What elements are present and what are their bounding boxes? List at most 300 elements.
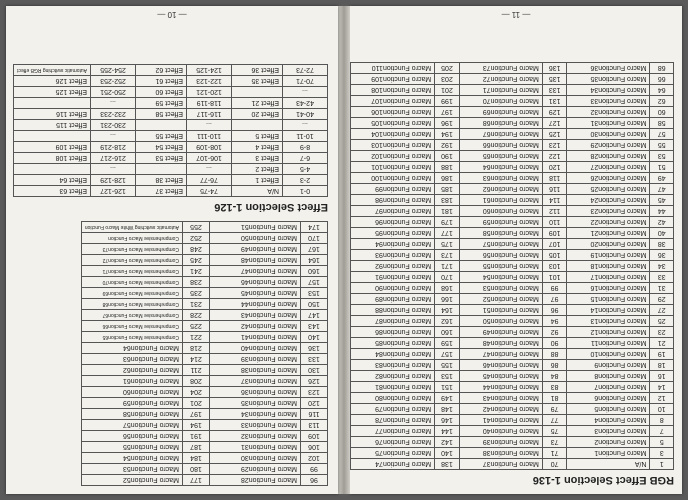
dmx-value-cell: 129 bbox=[542, 107, 567, 118]
table-row bbox=[351, 228, 674, 239]
dmx-value-cell: 192 bbox=[435, 140, 460, 151]
function-name-cell: Effect 35 bbox=[232, 76, 283, 87]
dmx-value-cell: 133 bbox=[301, 354, 328, 365]
dmx-value-cell: 88 bbox=[542, 349, 567, 360]
dmx-value-cell: 153 bbox=[435, 371, 460, 382]
dmx-value-cell: 84 bbox=[542, 371, 567, 382]
dmx-value-cell: 166 bbox=[435, 294, 460, 305]
dmx-value-cell: 133 bbox=[542, 85, 567, 96]
function-name-cell: Macro Function81 bbox=[351, 382, 435, 393]
function-name-cell: Macro Function29 bbox=[210, 464, 301, 475]
function-name-cell: Macro Function79 bbox=[351, 404, 435, 415]
function-name-cell: Macro Function93 bbox=[351, 250, 435, 261]
function-name-cell: Macro Function19 bbox=[567, 250, 650, 261]
function-name-cell: Comprehensive Macro Function73 bbox=[81, 244, 182, 255]
dmx-value-cell: 25 bbox=[650, 316, 674, 327]
dmx-value-cell: 140 bbox=[435, 448, 460, 459]
function-name-cell: Macro Function109 bbox=[351, 74, 435, 85]
function-name-cell: Macro Function24 bbox=[567, 195, 650, 206]
dmx-value-cell: 136 bbox=[542, 63, 567, 74]
function-name-cell: Comprehensive Macro Function67 bbox=[81, 310, 182, 321]
function-name-cell: Macro Function90 bbox=[351, 283, 435, 294]
dmx-value-cell: 148 bbox=[435, 404, 460, 415]
dmx-value-cell: 81 bbox=[542, 393, 567, 404]
function-name-cell: Macro Function92 bbox=[351, 261, 435, 272]
dmx-value-cell: 205 bbox=[435, 63, 460, 74]
dmx-value-cell: 126 bbox=[301, 376, 328, 387]
function-name-cell: Macro Function63 bbox=[459, 173, 542, 184]
dmx-value-cell: 40 bbox=[650, 228, 674, 239]
dmx-value-cell: 120-121 bbox=[187, 87, 232, 98]
function-name-cell: Macro Function13 bbox=[567, 316, 650, 327]
dmx-value-cell: 155 bbox=[435, 360, 460, 371]
function-name-cell: Macro Function52 bbox=[459, 294, 542, 305]
dmx-value-cell: 76-77 bbox=[187, 175, 232, 186]
dmx-value-cell: 44 bbox=[650, 206, 674, 217]
dmx-value-cell: 190 bbox=[435, 151, 460, 162]
function-name-cell: Macro Function49 bbox=[210, 244, 301, 255]
dmx-value-cell: 75 bbox=[542, 426, 567, 437]
dmx-value-cell: 130 bbox=[301, 365, 328, 376]
function-name-cell: Macro Function73 bbox=[459, 63, 542, 74]
function-name-cell: Effect 58 bbox=[136, 109, 187, 120]
table-row bbox=[81, 420, 327, 431]
function-name-cell: Automatic switching RGB effect bbox=[14, 65, 91, 76]
function-name-cell: Macro Function72 bbox=[459, 74, 542, 85]
function-name-cell: Macro Function88 bbox=[351, 305, 435, 316]
table-row bbox=[14, 120, 328, 131]
function-name-cell: Macro Function98 bbox=[351, 195, 435, 206]
function-name-cell: Macro Function10 bbox=[567, 349, 650, 360]
function-name-cell: Macro Function37 bbox=[459, 459, 542, 470]
dmx-value-cell: 201 bbox=[435, 85, 460, 96]
function-name-cell: Macro Function30 bbox=[210, 453, 301, 464]
function-name-cell: Macro Function11 bbox=[567, 338, 650, 349]
dmx-value-cell: 170 bbox=[435, 272, 460, 283]
dmx-value-cell: 5 bbox=[650, 437, 674, 448]
book-gutter bbox=[338, 6, 350, 494]
function-name-cell: Comprehensive Macro Function66 bbox=[81, 321, 182, 332]
function-name-cell: Comprehensive Macro Function65 bbox=[81, 332, 182, 343]
dmx-value-cell: 204 bbox=[183, 387, 210, 398]
dmx-value-cell: 228 bbox=[183, 310, 210, 321]
dmx-value-cell: 110-111 bbox=[187, 131, 232, 142]
function-name-cell: Macro Function78 bbox=[351, 415, 435, 426]
function-name-cell: Macro Function12 bbox=[567, 327, 650, 338]
function-name-cell: Macro Function87 bbox=[351, 316, 435, 327]
function-name-cell: Effect 53 bbox=[136, 153, 187, 164]
function-name-cell: Macro Function68 bbox=[459, 118, 542, 129]
function-name-cell: Macro Function43 bbox=[210, 310, 301, 321]
dmx-value-cell: 147 bbox=[301, 310, 328, 321]
dmx-value-cell: 109 bbox=[301, 431, 328, 442]
function-name-cell bbox=[14, 131, 91, 142]
table-row bbox=[351, 206, 674, 217]
dmx-value-cell: 197 bbox=[183, 409, 210, 420]
dmx-value-cell: 140 bbox=[301, 332, 328, 343]
dmx-value-cell: 51 bbox=[650, 162, 674, 173]
dmx-value-cell: 113 bbox=[301, 420, 328, 431]
dmx-value-cell: 118 bbox=[542, 173, 567, 184]
table-row bbox=[81, 266, 327, 277]
table-row bbox=[81, 409, 327, 420]
function-name-cell: N/A bbox=[232, 186, 283, 197]
dmx-value-cell: 101 bbox=[542, 272, 567, 283]
function-name-cell: Effect 21 bbox=[232, 98, 283, 109]
table-row bbox=[81, 387, 327, 398]
function-name-cell: Macro Function34 bbox=[567, 85, 650, 96]
dmx-value-cell: 180 bbox=[183, 464, 210, 475]
dmx-value-cell: 36 bbox=[650, 250, 674, 261]
function-name-cell: Macro Function55 bbox=[459, 261, 542, 272]
dmx-value-cell: 114 bbox=[542, 195, 567, 206]
dmx-value-cell: ... bbox=[187, 164, 232, 175]
table-row bbox=[351, 371, 674, 382]
function-name-cell: Macro Function8 bbox=[567, 371, 650, 382]
dmx-value-cell: 122 bbox=[542, 151, 567, 162]
function-name-cell: Effect 3 bbox=[232, 153, 283, 164]
function-name-cell bbox=[232, 120, 283, 131]
dmx-value-cell: 102 bbox=[301, 453, 328, 464]
dmx-value-cell: 136 bbox=[301, 343, 328, 354]
dmx-value-cell: 60 bbox=[650, 107, 674, 118]
function-name-cell: Macro Function36 bbox=[210, 387, 301, 398]
dmx-value-cell: 164 bbox=[435, 305, 460, 316]
function-name-cell: Automatic switching White Macro Function bbox=[81, 222, 182, 233]
table-row bbox=[351, 305, 674, 316]
dmx-value-cell: 70-71 bbox=[283, 76, 328, 87]
function-name-cell: Macro Function62 bbox=[81, 365, 182, 376]
dmx-value-cell: 196 bbox=[435, 118, 460, 129]
table-row bbox=[351, 327, 674, 338]
function-name-cell: Macro Function5 bbox=[567, 404, 650, 415]
table-row bbox=[81, 464, 327, 475]
dmx-value-cell: 116-117 bbox=[187, 109, 232, 120]
function-name-cell: Effect 54 bbox=[136, 142, 187, 153]
table-row bbox=[14, 186, 328, 197]
dmx-value-cell: 252 bbox=[183, 233, 210, 244]
effect-selection-title: Effect Selection 1-126 bbox=[214, 201, 328, 213]
function-name-cell: Effect 60 bbox=[136, 87, 187, 98]
dmx-value-cell: 49 bbox=[650, 173, 674, 184]
dmx-value-cell: 64 bbox=[650, 85, 674, 96]
function-name-cell: Macro Function38 bbox=[210, 365, 301, 376]
dmx-value-cell: 108-109 bbox=[187, 142, 232, 153]
function-name-cell: Macro Function62 bbox=[459, 184, 542, 195]
function-name-cell: Macro Function70 bbox=[459, 96, 542, 107]
dmx-value-cell: 232-233 bbox=[91, 109, 136, 120]
dmx-value-cell: 62 bbox=[650, 96, 674, 107]
function-name-cell: Macro Function75 bbox=[351, 448, 435, 459]
table-row bbox=[81, 310, 327, 321]
function-name-cell: Macro Function50 bbox=[210, 233, 301, 244]
function-name-cell bbox=[14, 164, 91, 175]
dmx-value-cell: 19 bbox=[650, 349, 674, 360]
function-name-cell: Macro Function9 bbox=[567, 360, 650, 371]
table-row bbox=[14, 98, 328, 109]
function-name-cell: Macro Function46 bbox=[459, 360, 542, 371]
dmx-value-cell: 112 bbox=[542, 206, 567, 217]
dmx-value-cell: 188 bbox=[435, 162, 460, 173]
dmx-value-cell: 90 bbox=[542, 338, 567, 349]
function-name-cell: Macro Function110 bbox=[351, 63, 435, 74]
dmx-value-cell: 99 bbox=[542, 283, 567, 294]
function-name-cell: Macro Function30 bbox=[567, 129, 650, 140]
page-number-10: — 10 — bbox=[157, 10, 187, 19]
function-name-cell: Macro Function32 bbox=[567, 107, 650, 118]
table-row bbox=[351, 261, 674, 272]
function-name-cell: Macro Function40 bbox=[210, 343, 301, 354]
function-name-cell: Macro Function107 bbox=[351, 96, 435, 107]
dmx-value-cell: 225 bbox=[183, 321, 210, 332]
function-name-cell: Effect 20 bbox=[232, 109, 283, 120]
table-row bbox=[81, 453, 327, 464]
function-name-cell: Macro Function42 bbox=[210, 321, 301, 332]
table-row bbox=[351, 338, 674, 349]
dmx-value-cell: 254-255 bbox=[91, 65, 136, 76]
function-name-cell: Macro Function89 bbox=[351, 294, 435, 305]
dmx-value-cell: 231 bbox=[183, 299, 210, 310]
dmx-value-cell: 4-5 bbox=[283, 164, 328, 175]
table-row bbox=[351, 63, 674, 74]
function-name-cell: Effect 5 bbox=[232, 131, 283, 142]
table-row bbox=[351, 459, 674, 470]
function-name-cell: Macro Function32 bbox=[210, 431, 301, 442]
function-name-cell: Macro Function58 bbox=[81, 409, 182, 420]
function-name-cell: Macro Function37 bbox=[210, 376, 301, 387]
dmx-value-cell: 6-7 bbox=[283, 153, 328, 164]
table-row bbox=[14, 153, 328, 164]
function-name-cell: Macro Function25 bbox=[567, 184, 650, 195]
function-name-cell: Macro Function51 bbox=[459, 305, 542, 316]
dmx-value-cell: 120 bbox=[542, 162, 567, 173]
dmx-value-cell: 194 bbox=[435, 129, 460, 140]
function-name-cell: Macro Function42 bbox=[459, 404, 542, 415]
table-row bbox=[351, 426, 674, 437]
function-name-cell: Macro Function51 bbox=[210, 222, 301, 233]
function-name-cell: Macro Function66 bbox=[459, 140, 542, 151]
function-name-cell: Macro Function44 bbox=[210, 299, 301, 310]
dmx-value-cell: 109 bbox=[542, 228, 567, 239]
dmx-value-cell: 149 bbox=[435, 393, 460, 404]
function-name-cell: Macro Function91 bbox=[351, 272, 435, 283]
function-name-cell: Macro Function61 bbox=[81, 376, 182, 387]
table-row bbox=[81, 321, 327, 332]
dmx-value-cell: 38 bbox=[650, 239, 674, 250]
dmx-value-cell: 144 bbox=[435, 426, 460, 437]
function-name-cell: Macro Function94 bbox=[351, 239, 435, 250]
function-name-cell: N/A bbox=[567, 459, 650, 470]
function-name-cell: Macro Function36 bbox=[567, 63, 650, 74]
table-row bbox=[351, 250, 674, 261]
dmx-value-cell: 21 bbox=[650, 338, 674, 349]
table-row bbox=[351, 349, 674, 360]
function-name-cell bbox=[136, 120, 187, 131]
function-name-cell: Macro Function84 bbox=[351, 349, 435, 360]
dmx-value-cell: 1 bbox=[650, 459, 674, 470]
function-name-cell: Macro Function52 bbox=[81, 475, 182, 486]
dmx-value-cell: 214 bbox=[183, 354, 210, 365]
dmx-value-cell: 99 bbox=[301, 464, 328, 475]
table-row bbox=[351, 239, 674, 250]
function-name-cell: Effect 64 bbox=[14, 175, 91, 186]
dmx-value-cell: 94 bbox=[542, 316, 567, 327]
dmx-value-cell: ... bbox=[187, 120, 232, 131]
dmx-value-cell: 150 bbox=[301, 299, 328, 310]
dmx-value-cell: 74-75 bbox=[187, 186, 232, 197]
table-row bbox=[14, 65, 328, 76]
function-name-cell: Macro Function64 bbox=[459, 162, 542, 173]
dmx-value-cell: 245 bbox=[183, 255, 210, 266]
function-name-cell: Effect 37 bbox=[136, 186, 187, 197]
function-name-cell: Macro Function20 bbox=[567, 239, 650, 250]
dmx-value-cell: 14 bbox=[650, 382, 674, 393]
dmx-value-cell: 123 bbox=[542, 140, 567, 151]
dmx-value-cell: 184 bbox=[183, 453, 210, 464]
table-row bbox=[351, 85, 674, 96]
function-name-cell: Macro Function74 bbox=[351, 459, 435, 470]
dmx-value-cell: 72-73 bbox=[283, 65, 328, 76]
dmx-value-cell: 57 bbox=[650, 129, 674, 140]
dmx-value-cell: 71 bbox=[542, 448, 567, 459]
function-name-cell: Comprehensive Macro Function bbox=[81, 233, 182, 244]
function-name-cell: Effect 55 bbox=[136, 131, 187, 142]
dmx-value-cell: 29 bbox=[650, 294, 674, 305]
dmx-value-cell: 92 bbox=[542, 327, 567, 338]
function-name-cell: Macro Function21 bbox=[567, 228, 650, 239]
table-row bbox=[14, 142, 328, 153]
table-row bbox=[351, 217, 674, 228]
function-name-cell: Effect 2 bbox=[232, 164, 283, 175]
table-row bbox=[351, 283, 674, 294]
function-name-cell: Macro Function7 bbox=[567, 382, 650, 393]
dmx-value-cell: 110 bbox=[542, 217, 567, 228]
table-row bbox=[351, 437, 674, 448]
function-name-cell: Macro Function4 bbox=[567, 415, 650, 426]
dmx-value-cell: 73 bbox=[542, 437, 567, 448]
dmx-value-cell: 124-125 bbox=[187, 65, 232, 76]
function-name-cell: Effect 38 bbox=[136, 175, 187, 186]
table-row bbox=[14, 131, 328, 142]
table-row bbox=[81, 233, 327, 244]
function-name-cell: Macro Function61 bbox=[459, 195, 542, 206]
function-name-cell: Macro Function108 bbox=[351, 85, 435, 96]
function-name-cell: Macro Function47 bbox=[210, 266, 301, 277]
dmx-value-cell: 168 bbox=[435, 283, 460, 294]
dmx-value-cell: 83 bbox=[542, 382, 567, 393]
function-name-cell: Macro Function55 bbox=[81, 442, 182, 453]
dmx-value-cell: 107 bbox=[542, 239, 567, 250]
dmx-value-cell: 0-1 bbox=[283, 186, 328, 197]
table-row bbox=[81, 255, 327, 266]
dmx-value-cell: 252-253 bbox=[91, 76, 136, 87]
dmx-value-cell: 218 bbox=[183, 343, 210, 354]
function-name-cell: Macro Function53 bbox=[459, 283, 542, 294]
dmx-value-cell: 138 bbox=[435, 459, 460, 470]
dmx-value-cell: 250-251 bbox=[91, 87, 136, 98]
dmx-value-cell: 96 bbox=[301, 475, 328, 486]
dmx-value-cell: 79 bbox=[542, 404, 567, 415]
function-name-cell: Macro Function45 bbox=[459, 371, 542, 382]
dmx-value-cell: 42 bbox=[650, 217, 674, 228]
dmx-value-cell: 106 bbox=[301, 442, 328, 453]
dmx-value-cell: 7 bbox=[650, 426, 674, 437]
effect-selection-table bbox=[13, 64, 328, 197]
function-name-cell: Macro Function45 bbox=[210, 288, 301, 299]
table-row bbox=[351, 404, 674, 415]
function-name-cell: Macro Function71 bbox=[459, 85, 542, 96]
table-row bbox=[81, 376, 327, 387]
dmx-value-cell: 8 bbox=[650, 415, 674, 426]
function-name-cell: Macro Function15 bbox=[567, 294, 650, 305]
dmx-value-cell: 40-41 bbox=[283, 109, 328, 120]
dmx-value-cell: 68 bbox=[650, 63, 674, 74]
function-name-cell: Macro Function102 bbox=[351, 151, 435, 162]
dmx-value-cell: 160 bbox=[435, 327, 460, 338]
table-row bbox=[81, 277, 327, 288]
function-name-cell: Macro Function60 bbox=[81, 387, 182, 398]
table-row bbox=[81, 442, 327, 453]
function-name-cell: Macro Function57 bbox=[459, 239, 542, 250]
function-name-cell: Macro Function58 bbox=[459, 228, 542, 239]
function-name-cell: Macro Function65 bbox=[459, 151, 542, 162]
function-name-cell: Macro Function95 bbox=[351, 228, 435, 239]
function-name-cell bbox=[14, 98, 91, 109]
dmx-value-cell: 123 bbox=[301, 387, 328, 398]
function-name-cell: Macro Function6 bbox=[567, 393, 650, 404]
dmx-value-cell: 47 bbox=[650, 184, 674, 195]
function-name-cell: Macro Function18 bbox=[567, 261, 650, 272]
dmx-value-cell: ... bbox=[283, 87, 328, 98]
function-name-cell: Macro Function31 bbox=[567, 118, 650, 129]
dmx-value-cell: 248 bbox=[183, 244, 210, 255]
function-name-cell: Macro Function41 bbox=[210, 332, 301, 343]
table-row bbox=[351, 294, 674, 305]
function-name-cell: Macro Function104 bbox=[351, 129, 435, 140]
dmx-value-cell: 177 bbox=[435, 228, 460, 239]
function-name-cell: Macro Function76 bbox=[351, 437, 435, 448]
dmx-value-cell: 96 bbox=[542, 305, 567, 316]
dmx-value-cell: 170 bbox=[301, 233, 328, 244]
function-name-cell: Effect 1 bbox=[232, 175, 283, 186]
function-name-cell: Macro Function96 bbox=[351, 217, 435, 228]
dmx-value-cell: 151 bbox=[435, 382, 460, 393]
dmx-value-cell: 27 bbox=[650, 305, 674, 316]
dmx-value-cell: 58 bbox=[650, 118, 674, 129]
function-name-cell: Macro Function85 bbox=[351, 338, 435, 349]
dmx-value-cell: 122-123 bbox=[187, 76, 232, 87]
dmx-value-cell: 120 bbox=[301, 398, 328, 409]
table-row bbox=[81, 222, 327, 233]
dmx-value-cell: 201 bbox=[183, 398, 210, 409]
function-name-cell: Macro Function27 bbox=[567, 162, 650, 173]
dmx-value-cell: 127 bbox=[542, 118, 567, 129]
dmx-value-cell: 126-127 bbox=[91, 186, 136, 197]
table-row bbox=[81, 398, 327, 409]
function-name-cell: Macro Function54 bbox=[459, 272, 542, 283]
table-row bbox=[351, 195, 674, 206]
function-name-cell: Effect 108 bbox=[14, 153, 91, 164]
dmx-value-cell: ... bbox=[283, 120, 328, 131]
dmx-value-cell: 53 bbox=[650, 151, 674, 162]
dmx-value-cell: 77 bbox=[542, 415, 567, 426]
table-row bbox=[81, 244, 327, 255]
dmx-value-cell: 23 bbox=[650, 327, 674, 338]
table-row bbox=[81, 475, 327, 486]
function-name-cell: Effect 116 bbox=[14, 109, 91, 120]
dmx-value-cell: 106-107 bbox=[187, 153, 232, 164]
dmx-value-cell: ... bbox=[91, 131, 136, 142]
